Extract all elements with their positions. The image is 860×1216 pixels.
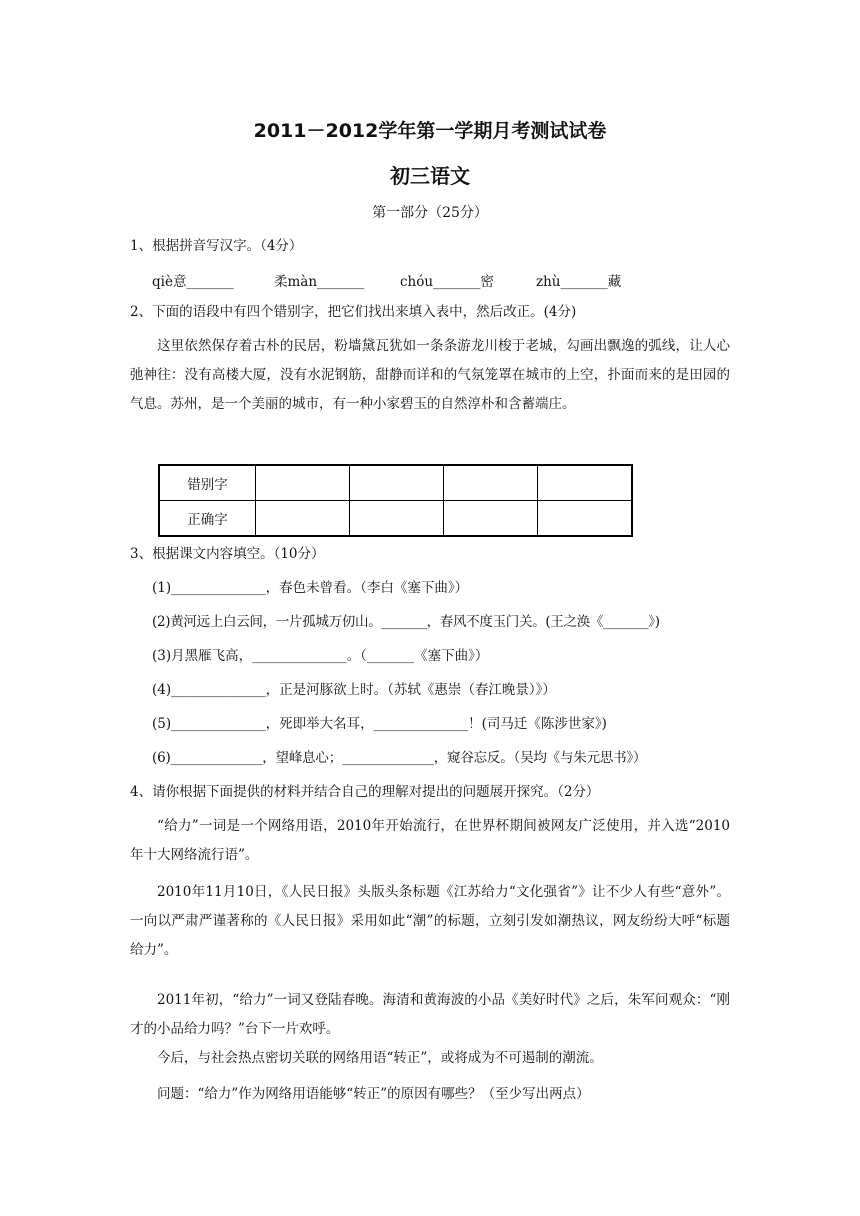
q4-question: 问题：“给力”作为网络用语能够“转正”的原因有哪些？（至少写出两点） — [157, 1086, 590, 1102]
answer-cell[interactable] — [350, 501, 444, 537]
q2-passage: 这里依然保存着古朴的民居，粉墙黛瓦犹如一条条游龙川梭于老城，勾画出飘逸的弧线，让人心弛神往：没有高楼大厦，没有水泥钢筋，甜静而详和的气氛笼罩在城市的上空，扑面而来的是田园的气息。苏州，是一个美丽的城市，有一种小家碧玉的自然淳朴和含蓄端庄。 — [130, 338, 730, 412]
answer-cell[interactable] — [538, 465, 633, 501]
exam-subject: 初三语文 — [390, 164, 470, 188]
table-row-label: 正确字 — [159, 501, 256, 537]
correction-table — [158, 464, 633, 537]
q4-paragraph: 2010年11月10日，《人民日报》头版头条标题《江苏给力“文化强省”》让不少人有些“意外”。一向以严肃严谨著称的《人民日报》采用如此“潮”的标题，立刻引发如潮热议，网友纷纷大呼“标题给力”。 — [130, 884, 730, 958]
fill-line: (5)______________，死即举大名耳，______________！(司马迁《陈涉世家》) — [152, 716, 607, 732]
pinyin-item: qiè意_______ — [152, 274, 234, 290]
q3-stem: 3、根据课文内容填空。（10分） — [130, 546, 325, 562]
q4-paragraph: “给力”一词是一个网络用语，2010年开始流行，在世界杯期间被网友广泛使用，并入选“2010年十大网络流行语”。 — [130, 818, 730, 863]
fill-line: (6)______________，望峰息心；______________，窥谷忘反。（吴均《与朱元思书》） — [152, 750, 647, 766]
fill-line: (3)月黑雁飞高，______________。（_______《塞下曲》） — [152, 648, 489, 664]
answer-cell[interactable] — [350, 465, 444, 501]
q2-stem: 2、下面的语段中有四个错别字，把它们找出来填入表中，然后改正。(4分) — [130, 304, 577, 320]
answer-cell[interactable] — [256, 501, 350, 537]
part-heading: 第一部分（25分） — [372, 205, 488, 221]
pinyin-item: 柔màn_______ — [274, 274, 365, 290]
fill-line: (1)______________，春色未曾看。（李白《塞下曲》） — [152, 580, 469, 596]
table-row-label: 错别字 — [159, 465, 256, 501]
q4-paragraph: 今后，与社会热点密切关联的网络用语“转正”，或将成为不可遏制的潮流。 — [157, 1050, 603, 1066]
answer-cell[interactable] — [538, 501, 633, 537]
answer-cell[interactable] — [444, 465, 538, 501]
exam-title: 2011－2012学年第一学期月考测试试卷 — [253, 120, 607, 142]
answer-cell[interactable] — [444, 501, 538, 537]
fill-line: (4)______________，正是河豚欲上时。（苏轼《惠崇（春江晚景）》） — [152, 682, 556, 698]
table-row — [159, 465, 632, 501]
q4-paragraph: 2011年初，“给力”一词又登陆春晚。海清和黄海波的小品《美好时代》之后，朱军问观众：“刚才的小品给力吗？”台下一片欢呼。 — [130, 992, 730, 1037]
q4-stem: 4、请你根据下面提供的材料并结合自己的理解对提出的问题展开探究。（2分） — [130, 784, 600, 800]
q1-stem: 1、根据拼音写汉字。（4分） — [130, 238, 303, 254]
fill-line: (2)黄河远上白云间，一片孤城万仞山。_______，春风不度玉门关。(王之涣《_______》) — [152, 614, 660, 630]
answer-cell[interactable] — [256, 465, 350, 501]
pinyin-item: zhù_______藏 — [536, 274, 622, 290]
pinyin-item: chóu_______密 — [400, 274, 494, 290]
table-row — [159, 501, 632, 537]
